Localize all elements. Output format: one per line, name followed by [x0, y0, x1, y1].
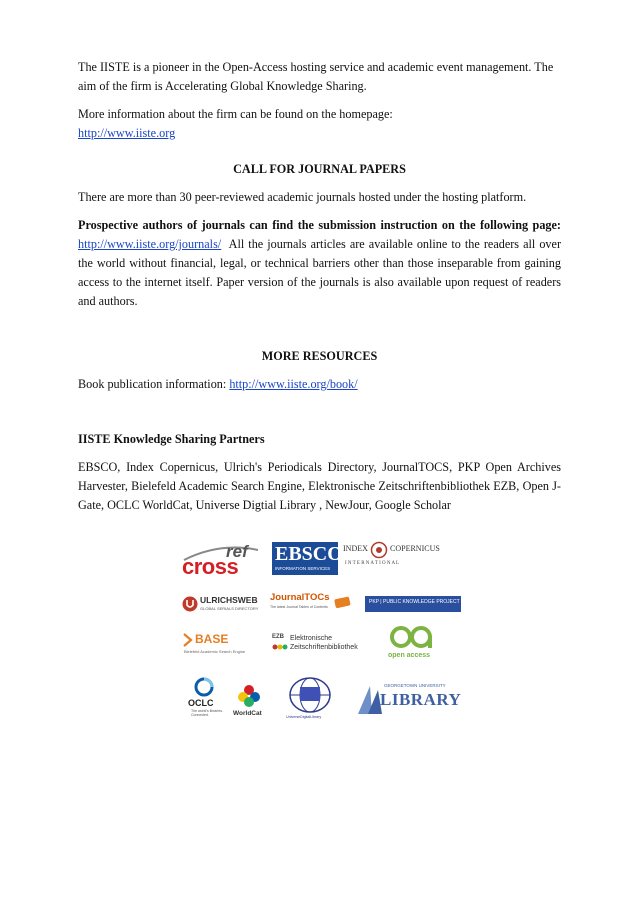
open-access-logo — [385, 625, 437, 665]
partners-list: EBSCO, Index Copernicus, Ulrich's Periodicals Directory, JournalTOCS, PKP Open Archives Harvester, Bielefeld Academic Search Engine, Elektronische Zeitschriftenbibliothek EZB, Open J-Gate, OCLC WorldCat, Universe Digtial Library , NewJour, Google Scholar — [78, 460, 561, 512]
worldcat-text: WorldCat — [233, 710, 262, 717]
worldcat-logo — [230, 684, 268, 722]
journaltocs-logo — [270, 592, 352, 616]
ebsco-logo — [272, 542, 343, 575]
worldcat-flower-icon — [237, 684, 261, 708]
georgetown-text: GEORGETOWN UNIVERSITY — [384, 683, 446, 688]
crossref-ref-text: ref — [226, 542, 248, 561]
ic-index-text: INDEX — [343, 544, 368, 553]
ebsco-sub-text: INFORMATION SERVICES — [275, 566, 331, 571]
ezb-logo — [272, 634, 362, 656]
journaltocs-books-icon — [334, 595, 352, 609]
base-sub-text: Bielefeld Academic Search Engine — [184, 649, 246, 654]
book-link[interactable]: http://www.iiste.org/book/ — [229, 377, 358, 391]
index-copernicus-logo — [343, 542, 463, 574]
oclc-logo — [184, 676, 226, 724]
ic-copernicus-text: COPERNICUS — [390, 544, 440, 553]
base-arrows-icon — [182, 632, 196, 648]
resources-heading: MORE RESOURCES — [261, 349, 378, 363]
universe-globe-icon — [288, 677, 332, 713]
base-logo — [182, 632, 258, 658]
ulrichs-text: ULRICHSWEB — [200, 595, 258, 605]
georgetown-library-logo — [356, 678, 462, 718]
ezb-mark-text: EZB — [272, 634, 284, 640]
crossref-logo — [180, 540, 270, 580]
ulrichs-sub-text: GLOBAL SERIALS DIRECTORY — [200, 606, 259, 611]
library-text: LIBRARY — [380, 690, 462, 709]
oclc-swirl-icon — [192, 676, 216, 698]
call-bold-lead: Prospective authors of journals can find the submission instruction on the following page: — [78, 218, 561, 232]
open-access-text: open access — [388, 652, 431, 659]
open-access-oa-icon — [389, 625, 433, 651]
pkp-logo — [365, 596, 461, 612]
call-intro: There are more than 30 peer-reviewed academic journals hosted under the hosting platform. — [78, 190, 527, 204]
ebsco-text: EBSCO — [275, 543, 343, 565]
oclc-sub-text: The world's libraries. Connected. — [191, 709, 223, 717]
universe-library-logo — [284, 677, 336, 723]
partners-heading: IISTE Knowledge Sharing Partners — [78, 432, 265, 446]
journaltocs-sub-text: The latest Journal Tables of Contents — [270, 605, 328, 609]
homepage-link[interactable]: http://www.iiste.org — [78, 126, 176, 140]
ulrichs-u-icon — [182, 596, 198, 612]
intro-paragraph: The IISTE is a pioneer in the Open-Access hosting service and academic event management. The aim of the firm is Accelerating Global Knowledge Sharing. — [78, 60, 554, 93]
journaltocs-text: JournalTOCs — [270, 592, 330, 603]
ezb-line2-text: Zeitschriftenbibliothek — [290, 644, 358, 651]
homepage-label: More information about the firm can be found on the homepage: — [78, 107, 393, 121]
oclc-text: OCLC — [188, 698, 214, 708]
ezb-dots-icon — [272, 644, 288, 650]
ezb-line1-text: Elektronische — [290, 635, 333, 642]
journals-link[interactable]: http://www.iiste.org/journals/ — [78, 237, 222, 251]
call-paragraph-rest: All the journals articles are available online to the readers all over the world without financial, legal, or technical barriers other than those inseparable from gaining access to the internet itself. Paper version of the journals is also available upon request of readers and authors. — [78, 237, 561, 308]
call-heading: CALL FOR JOURNAL PAPERS — [233, 162, 406, 176]
ic-international-text: I N T E R N A T I O N A L — [345, 561, 400, 566]
ic-globe-icon — [370, 541, 388, 559]
book-label: Book publication information: — [78, 377, 227, 391]
universe-library-text: UniverseDigitalLibrary — [286, 715, 322, 719]
pkp-text: PKP | PUBLIC KNOWLEDGE PROJECT — [369, 599, 460, 605]
ulrichsweb-logo — [182, 594, 268, 616]
crossref-cross-text: cross — [182, 554, 239, 579]
base-text: BASE — [195, 632, 229, 646]
